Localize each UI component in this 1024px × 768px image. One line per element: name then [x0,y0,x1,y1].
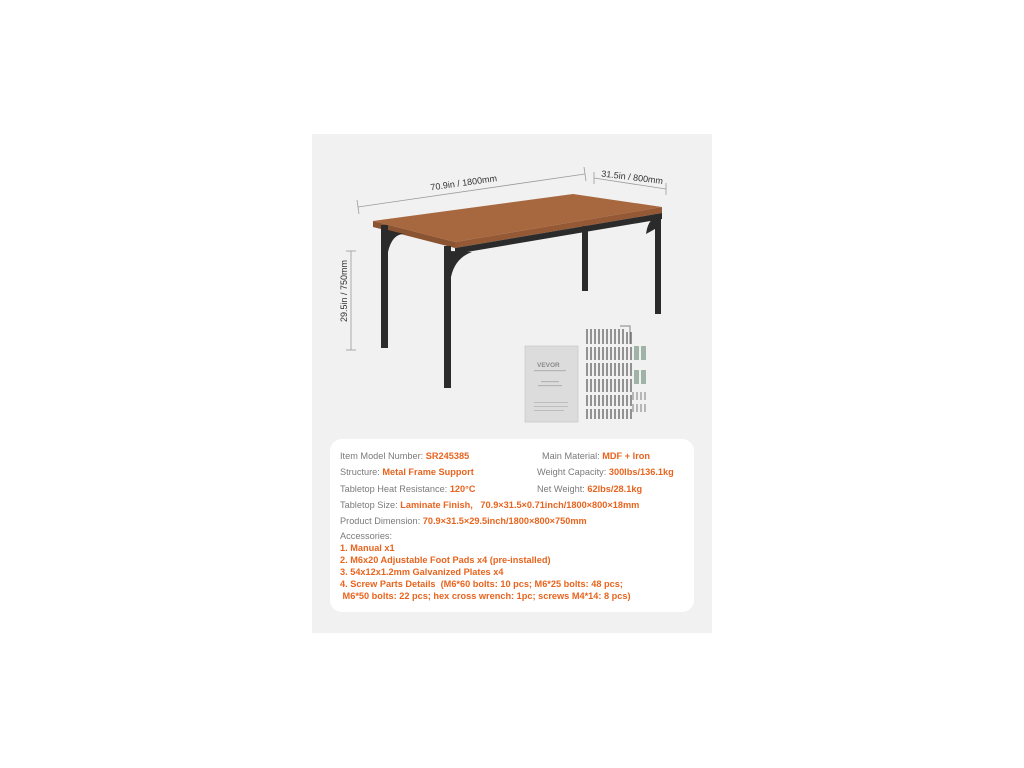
main-material-row: Main Material: MDF + Iron [542,451,650,461]
net-weight-value: 62lbs/28.1kg [587,484,643,494]
manual-brand-text: VEVOR [537,362,560,369]
manual-booklet [525,346,578,422]
main-material-value: MDF + Iron [602,451,650,461]
product-dimension-row: Product Dimension: 70.9×31.5×29.5inch/1800×800×750mm [340,516,587,526]
product-card [312,134,712,633]
net-weight-row: Net Weight: 62lbs/28.1kg [537,484,643,494]
accessories-label: Accessories: [340,531,393,541]
item-model-row: Item Model Number: SR245385 [340,451,470,461]
small-screws [633,392,645,412]
heat-resistance-value: 120°C [449,484,476,494]
structure-row: Structure: Metal Frame Support [340,467,474,477]
galvanized-plates [634,346,646,384]
screw-parts [587,329,631,419]
width-dimension-label: 70.9in / 1800mm [429,173,498,193]
tabletop-size-value: Laminate Finish, 70.9×31.5×0.71inch/1800×800×18mm [400,500,640,510]
accessory-item: 2. M6x20 Adjustable Foot Pads x4 (pre-installed) [340,555,551,565]
weight-capacity-value: 300lbs/136.1kg [608,467,674,477]
tabletop-size-row: Tabletop Size: Laminate Finish, 70.9×31.5×0.71inch/1800×800×18mm [340,500,640,510]
weight-capacity-row: Weight Capacity: 300lbs/136.1kg [537,467,674,477]
accessory-item: 3. 54x12x1.2mm Galvanized Plates x4 [340,567,504,577]
specifications-panel [330,439,694,612]
accessory-item: 1. Manual x1 [340,543,395,553]
hex-wrench [620,326,630,344]
item-model-value: SR245385 [425,451,470,461]
height-dimension-label: 29.5in / 750mm [339,259,349,322]
accessory-item: M6*50 bolts: 22 pcs; hex cross wrench: 1pc; screws M4*14: 8 pcs) [340,591,631,601]
depth-dimension-label: 31.5in / 800mm [600,168,664,186]
structure-value: Metal Frame Support [382,467,474,477]
product-illustration [312,134,712,444]
accessory-item: 4. Screw Parts Details (M6*60 bolts: 10 pcs; M6*25 bolts: 48 pcs; [340,579,623,589]
product-dimension-value: 70.9×31.5×29.5inch/1800×800×750mm [422,516,587,526]
heat-resistance-row: Tabletop Heat Resistance: 120°C [340,484,476,494]
